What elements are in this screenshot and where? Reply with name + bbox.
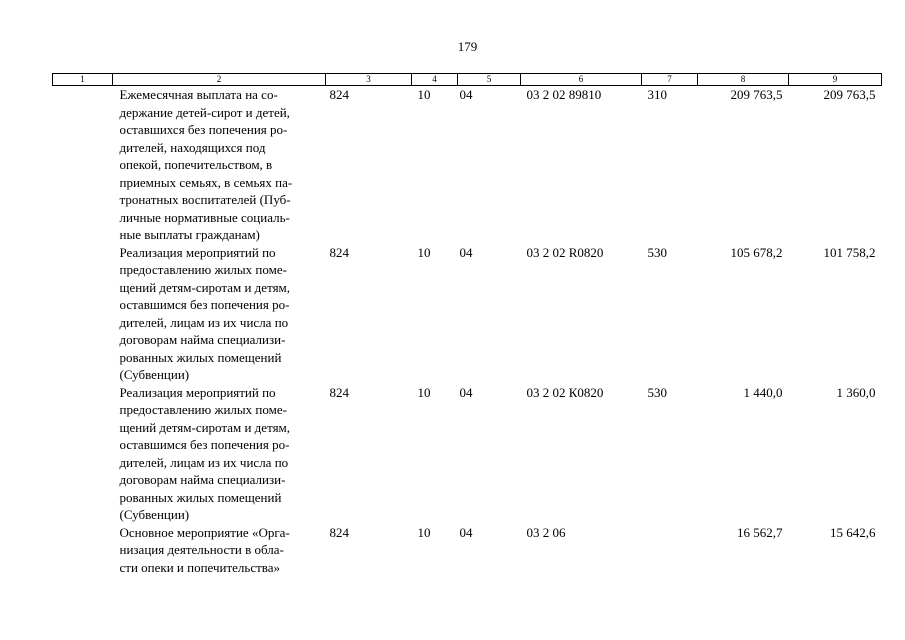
table-row [53,86,882,244]
expense-type-cell [642,524,698,577]
subsection-code-cell: 04 [459,87,473,102]
item-name-line: дителей, лицам из их числа по [119,454,289,470]
row-index-cell [53,86,113,244]
item-name-line: договорам найма специализи- [119,472,286,487]
ministry-code-cell: 824 [329,244,349,260]
subsection-code-cell: 04 [459,384,473,400]
item-name-line: договорам найма специализи- [119,332,286,347]
item-name-cell [113,244,326,384]
header-cell-6: 6 [521,74,642,86]
target-article-cell: 03 2 02 R0820 [526,244,604,260]
section-code-cell: 10 [417,384,431,400]
ministry-code-cell: 824 [329,524,349,540]
header-cell-9: 9 [789,74,882,86]
subsection-code-cell: 04 [459,524,473,540]
expense-type-cell: 530 [647,244,667,260]
item-name-line: оставшимся без попечения ро- [119,437,290,452]
item-name-cell [113,86,326,244]
amount-year-2-cell: 209 763,5 [823,87,876,102]
amount-year-1-cell: 1 440,0 [743,384,783,400]
subsection-code-cell: 04 [459,244,473,260]
table-header [53,74,882,86]
amount-year-1-cell: 105 678,2 [730,244,783,260]
ministry-code-cell: 824 [329,87,349,102]
item-name-line: сти опеки и попечительства» [119,559,281,575]
amount-year-1-cell: 209 763,5 [730,87,783,102]
item-name-line: приемных семьях, в семьях па- [119,174,293,190]
section-code-cell: 10 [417,244,431,260]
expense-type-cell: 530 [647,384,667,400]
item-name-line: дителей, лицам из их числа по [119,314,289,330]
item-name-line: тронатных воспитателей (Пуб- [119,192,291,207]
ministry-code-cell: 824 [329,384,349,400]
header-cell-3: 3 [326,74,412,86]
item-name-line: оставшихся без попечения ро- [119,122,288,137]
item-name-line: Реализация мероприятий по [119,244,276,260]
item-name-line: оставшимся без попечения ро- [119,297,290,312]
header-cell-7: 7 [642,74,698,86]
table-row [53,384,882,524]
item-name-line: рованных жилых помещений [119,349,282,365]
item-name-line: (Субвенции) [119,367,190,382]
item-name-cell [113,384,326,524]
item-name-line: опекой, попечительством, в [119,157,273,172]
item-name-line: низация деятельности в обла- [119,542,284,557]
item-name-line: Основное мероприятие «Орга- [119,524,290,540]
section-code-cell: 10 [417,524,431,540]
item-name-line: Реализация мероприятий по [119,384,276,400]
table-body [53,86,882,577]
item-name-line: Ежемесячная выплата на со- [119,87,278,102]
table-row [53,244,882,384]
item-name-line: рованных жилых помещений [119,489,282,505]
item-name-line: предоставлению жилых поме- [119,262,287,277]
target-article-cell: 03 2 06 [526,524,566,540]
target-article-cell: 03 2 02 К0820 [526,384,604,400]
item-name-cell [113,524,326,577]
amount-year-1-cell: 16 562,7 [737,524,783,540]
header-row [53,74,882,86]
expense-type-cell: 310 [647,87,667,102]
item-name-line: (Субвенции) [119,507,190,522]
table-row [53,524,882,577]
page-number: 179 [457,39,478,54]
budget-table [52,73,882,576]
header-cell-4: 4 [412,74,458,86]
header-cell-5: 5 [458,74,521,86]
item-name-line: щений детям-сиротам и детям, [119,279,291,295]
section-code-cell: 10 [417,87,431,102]
item-name-line: ные выплаты гражданам) [119,227,260,242]
header-cell-8: 8 [698,74,789,86]
amount-year-2-cell: 1 360,0 [836,384,876,400]
item-name-line: дителей, находящихся под [119,139,266,155]
header-cell-1: 1 [53,74,113,86]
item-name-line: личные нормативные социаль- [119,209,290,225]
row-index-cell [53,244,113,384]
header-cell-2: 2 [113,74,326,86]
amount-year-2-cell: 15 642,6 [830,524,876,540]
item-name-line: держание детей-сирот и детей, [119,104,290,120]
row-index-cell [53,524,113,577]
item-name-line: щений детям-сиротам и детям, [119,419,291,435]
target-article-cell: 03 2 02 89810 [526,87,602,102]
amount-year-2-cell: 101 758,2 [823,244,876,260]
item-name-line: предоставлению жилых поме- [119,402,287,417]
row-index-cell [53,384,113,524]
